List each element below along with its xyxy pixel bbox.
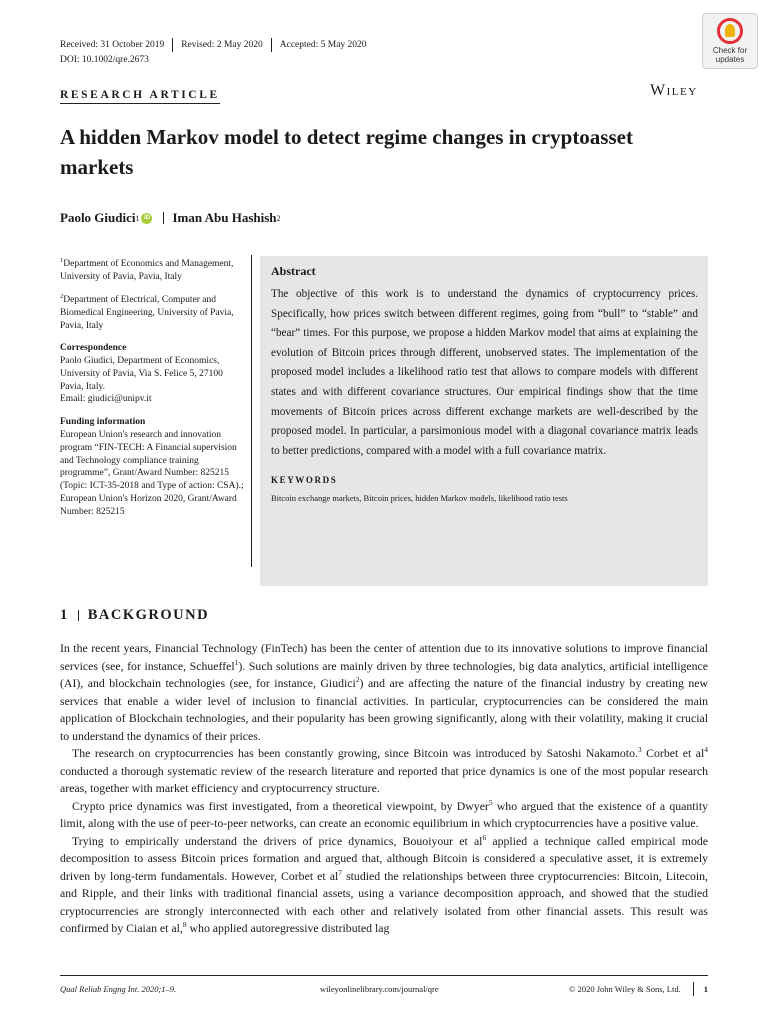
column-divider: [251, 255, 252, 567]
abstract-heading: Abstract: [271, 264, 316, 278]
keywords-text: Bitcoin exchange markets, Bitcoin prices, hidden Markov models, likelihood ratio tests: [271, 493, 568, 504]
revised-date: Revised: 2 May 2020: [181, 40, 263, 50]
received-date: Received: 31 October 2019: [60, 40, 165, 50]
correspondence-email[interactable]: Email: giudici@unipv.it: [60, 394, 152, 405]
affiliation-number: 1: [60, 257, 64, 264]
affiliation: [60, 291, 244, 333]
author-affiliation-ref: 2: [276, 213, 281, 223]
citation-ref[interactable]: 8: [182, 920, 187, 930]
text-run: ) and are affecting the nature of the financial industry by creating new services that enable a wider level of inclusion to financial activities. In particular, cryptocurrencies can be considered the main application of Blockchain technologies, and their popularity has been growing significantly, along with their volatility, making it crucial to understand the dynamics of their prices.: [60, 676, 708, 743]
abstract-text: The objective of this work is to understand the dynamics of cryptocurrency prices. Specifically, how prices switch between different regimes, going from “bull” to “stable” and “bear” times. For this purpose, we propose a hidden Markov model that aims at explaining the evolution of Bitcoin prices through different, unobserved states. The implementation of the proposed model includes a likelihood ratio test that allows to compare models with different states and with different covariance structures. Our empirical findings show that the time movements of Bitcoin prices across different exchange markets are well-described by the proposed model. In particular, a parsimonious model with a diagonal covariance matrix leads to better predictions, compared with a model with a full covariance matrix.: [271, 288, 698, 457]
abstract-box: [260, 256, 708, 586]
text-run: ). Such solutions are mainly driven by three technologies, big data analytics, artificial intelligence (AI), and blockchain technologies (see, for instance, Giudici: [60, 658, 709, 690]
affiliation-number: 2: [60, 292, 64, 300]
author-name[interactable]: Paolo Giudici: [60, 210, 136, 225]
paragraph: [60, 798, 708, 833]
text-run: In the recent years, Financial Technology (FinTech) has been the center of attention due to its innovative solutions to improve financial services (see, for instance, Schueffel: [60, 641, 708, 673]
text-run: Corbet et al: [641, 746, 705, 760]
divider: [172, 38, 173, 52]
correspondence-heading: Correspondence: [60, 343, 127, 354]
paper-title: A hidden Markov model to detect regime changes in cryptoasset markets: [60, 125, 633, 179]
paragraph: [60, 640, 708, 745]
badge-line-2: updates: [715, 55, 745, 64]
divider: [271, 38, 272, 52]
citation-ref[interactable]: 7: [338, 867, 342, 877]
citation-ref[interactable]: 6: [482, 832, 487, 842]
publisher-logo[interactable]: Wiley: [650, 82, 698, 99]
affiliation: [60, 255, 244, 284]
text-run: who argued that the existence of a quantity limit, along with the use of peer-to-peer networks, can create an economic equilibrium in which cryptocurrencies have a positive value.: [60, 798, 708, 830]
text-run: Trying to empirically understand the drivers of price dynamics, Bouoiyour et al: [72, 833, 483, 848]
author-name[interactable]: Iman Abu Hashish: [172, 210, 277, 225]
paragraph: [60, 833, 708, 938]
check-for-updates-icon: [717, 18, 743, 44]
text-run: Crypto price dynamics was first investigated, from a theoretical viewpoint, by Dwyer: [72, 798, 489, 813]
page-number: 1: [703, 984, 708, 994]
journal-citation: Qual Reliab Engng Int. 2020;1–9.: [60, 984, 177, 994]
article-type: RESEARCH ARTICLE: [60, 89, 220, 104]
funding-text: European Union's research and innovation program “FIN-TECH: A Financial supervision and Technology compliance training programme”, Grant/Award Number: 825215 (Topic: ICT-35-2018 and Type of action: CSA).; European Union's Horizon 2020, Grant/Award Number: 825215: [60, 430, 244, 517]
footer-rule: [60, 975, 708, 976]
divider: [78, 610, 79, 621]
text-run: who applied autoregressive distributed lag: [186, 921, 390, 935]
citation-ref[interactable]: 3: [637, 745, 642, 755]
citation-ref[interactable]: 1: [234, 657, 239, 667]
page-footer: [60, 982, 708, 996]
orcid-icon[interactable]: iD: [141, 213, 152, 224]
divider: [693, 982, 694, 996]
paragraph: [60, 745, 708, 798]
article-dates: [60, 38, 367, 52]
accepted-date: Accepted: 5 May 2020: [279, 40, 367, 50]
affiliation-text: Department of Economics and Management, University of Pavia, Pavia, Italy: [60, 259, 234, 282]
divider: [163, 212, 164, 224]
doi[interactable]: DOI: 10.1002/qre.2673: [60, 55, 149, 65]
badge-line-1: Check for: [712, 46, 748, 55]
funding-heading: Funding information: [60, 417, 146, 428]
correspondence-text: Paolo Giudici, Department of Economics, University of Pavia, Via S. Felice 5, 27100 Pavia, Italy.: [60, 356, 223, 392]
text-run: The research on cryptocurrencies has been constantly growing, since Bitcoin was introduced by Satoshi Nakamoto.: [72, 746, 638, 760]
citation-ref[interactable]: 5: [488, 797, 493, 807]
text-run: conducted a thorough systematic review of the research literature and reported that price dynamics is one of the most popular research areas, together with market efficiency and cryptocurrency structure.: [60, 763, 708, 795]
text-run: applied a technique called empirical mode decomposition to assess Bitcoin prices formation and argued that, although Bitcoin is considered a speculative asset, it is extremely driven by long-term fundamentals. However, Corbet et al: [60, 833, 708, 883]
keywords-heading: KEYWORDS: [271, 475, 338, 486]
section-heading: [60, 607, 209, 624]
author-list: [60, 210, 281, 226]
citation-ref[interactable]: 2: [355, 675, 360, 685]
section-body: [60, 640, 708, 938]
copyright: © 2020 John Wiley & Sons, Ltd.: [569, 984, 681, 994]
author-affiliation-ref: 1: [135, 213, 140, 223]
section-title: BACKGROUND: [87, 607, 210, 623]
author-info-column: [60, 255, 244, 526]
badge-label: [703, 46, 757, 64]
section-number: 1: [60, 607, 69, 623]
text-run: studied the relationships between three cryptocurrencies: Bitcoin, Litecoin, and Ripple, and their links with traditional financial assets, using a variance decomposition approach, and showed that the studied cryptocurrencies are strongly interconnected with each other and relatively isolated from other financial assets. This result was confirmed by Ciaian et al,: [60, 868, 708, 935]
check-for-updates-badge[interactable]: [702, 13, 758, 69]
affiliation-text: Department of Electrical, Computer and Biomedical Engineering, University of Pavia, Pavia, Italy: [60, 294, 234, 331]
journal-url[interactable]: wileyonlinelibrary.com/journal/qre: [320, 984, 439, 994]
citation-ref[interactable]: 4: [704, 745, 709, 755]
